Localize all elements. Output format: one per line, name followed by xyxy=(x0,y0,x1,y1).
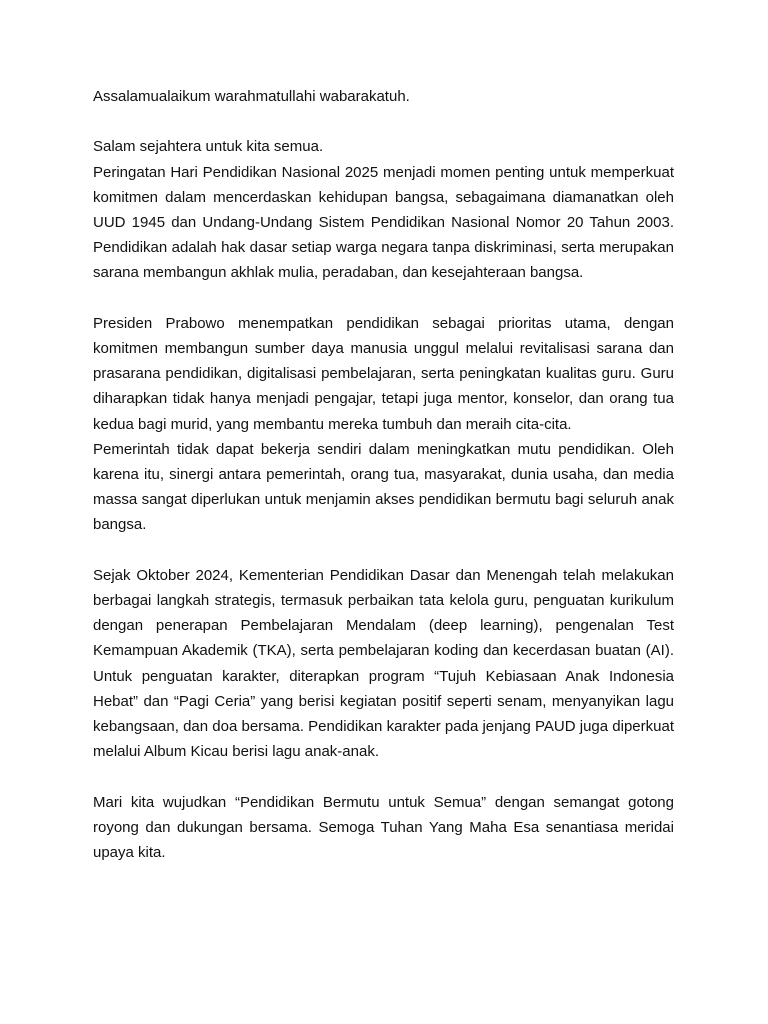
paragraph-ministry-steps: Sejak Oktober 2024, Kementerian Pendidikan Dasar dan Menengah telah melakukan berbagai langkah strategis, termasuk perbaikan tata kelola guru, penguatan kurikulum dengan penerapan Pembelajaran Mendalam (deep learning), pengenalan Test Kemampuan Akademik (TKA), serta pembelajaran koding dan kecerdasan buatan (AI). Untuk penguatan karakter, diterapkan program “Tujuh Kebiasaan Anak Indonesia Hebat” dan “Pagi Ceria” yang berisi kegiatan positif seperti senam, menyanyikan lagu kebangsaan, dan doa bersama. Pendidikan karakter pada jenjang PAUD juga diperkuat melalui Album Kicau berisi lagu anak-anak. xyxy=(93,566,674,761)
paragraph-closing: Mari kita wujudkan “Pendidikan Bermutu untuk Semua” dengan semangat gotong royong dan dukungan bersama. Semoga Tuhan Yang Maha Esa senantiasa meridai upaya kita. xyxy=(93,793,674,862)
paragraph-spacer xyxy=(93,538,674,563)
paragraph-synergy: Pemerintah tidak dapat bekerja sendiri dalam meningkatkan mutu pendidikan. Oleh karena itu, sinergi antara pemerintah, orang tua, masyarakat, dunia usaha, dan media massa sangat diperlukan untuk menjamin akses pendidikan bermutu bagi seluruh anak bangsa. xyxy=(93,440,674,534)
paragraph-president-priority: Presiden Prabowo menempatkan pendidikan sebagai prioritas utama, dengan komitmen membangun sumber daya manusia unggul melalui revitalisasi sarana dan prasarana pendidikan, digitalisasi pembelajaran, serta peningkatan kualitas guru. Guru diharapkan tidak hanya menjadi pengajar, tetapi juga mentor, konselor, dan orang tua kedua bagi murid, yang membantu mereka tumbuh dan meraih cita-cita. xyxy=(93,314,674,433)
paragraph-spacer xyxy=(93,764,674,789)
paragraph-spacer xyxy=(93,286,674,311)
paragraph-national-education-day: Peringatan Hari Pendidikan Nasional 2025 menjadi momen penting untuk memperkuat komitmen dalam mencerdaskan kehidupan bangsa, sebagaimana diamanatkan oleh UUD 1945 dan Undang-Undang Sistem Pendidikan Nasional Nomor 20 Tahun 2003. Pendidikan adalah hak dasar setiap warga negara tanpa diskriminasi, serta merupakan sarana membangun akhlak mulia, peradaban, dan kesejahteraan bangsa. xyxy=(93,163,674,282)
greeting-line: Assalamualaikum warahmatullahi wabarakatuh. xyxy=(93,88,410,105)
paragraph-spacer xyxy=(93,109,674,134)
document-body xyxy=(93,84,674,865)
salutation-line: Salam sejahtera untuk kita semua. xyxy=(93,138,324,156)
